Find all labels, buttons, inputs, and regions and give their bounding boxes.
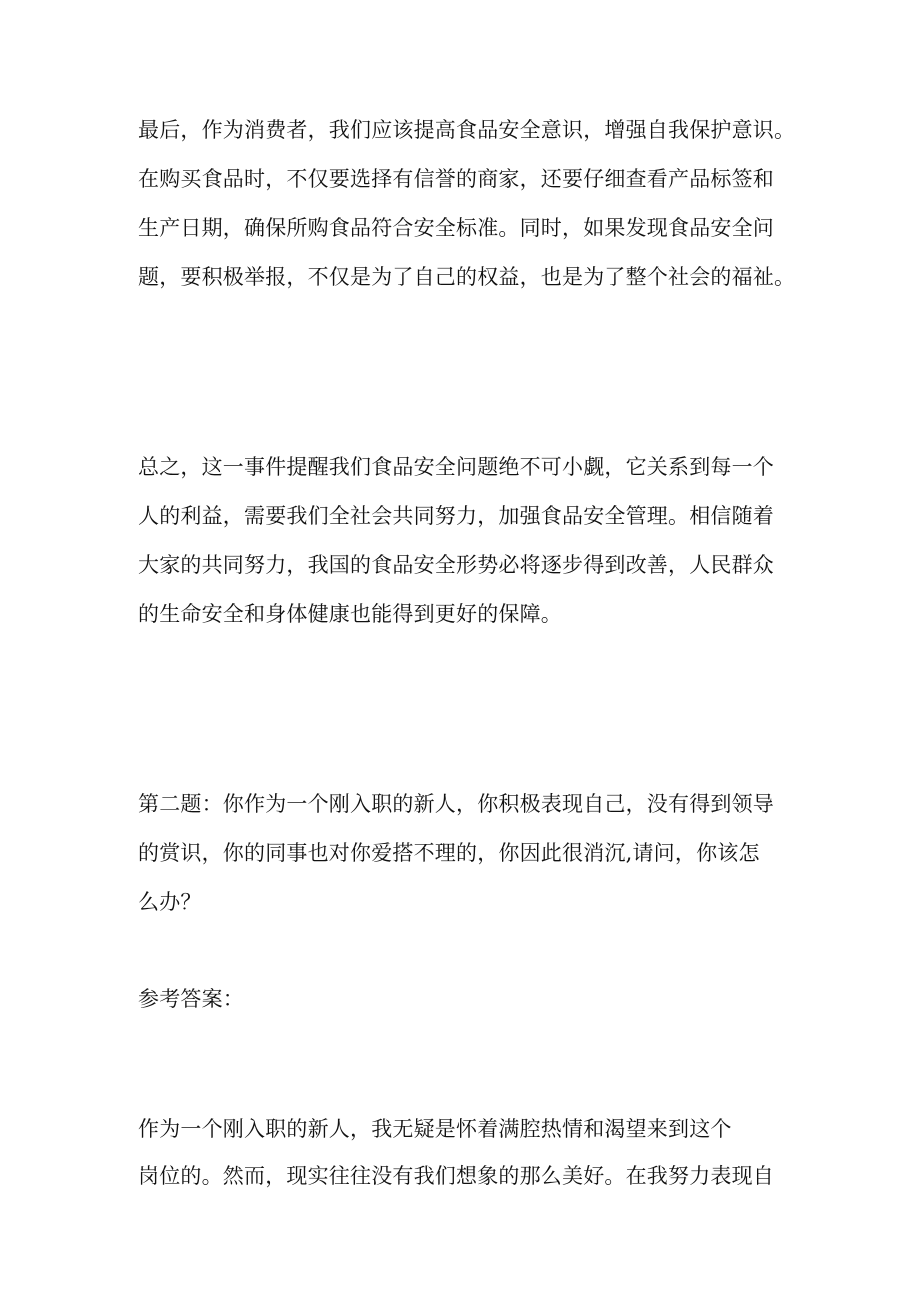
- paragraph-summary-line-2: 人的利益，需要我们全社会共同努力，加强食品安全管理。相信随着: [138, 504, 774, 528]
- answer-paragraph-line-2: 岗位的。然而，现实往往没有我们想象的那么美好。在我努力表现自: [138, 1164, 774, 1188]
- paragraph-consumer-line-1: 最后，作为消费者，我们应该提高食品安全意识，增强自我保护意识。: [138, 118, 796, 142]
- paragraph-consumer-line-4: 题，要积极举报，不仅是为了自己的权益，也是为了整个社会的福祉。: [138, 265, 796, 289]
- question-two-line-3: 么办？: [138, 890, 202, 914]
- answer-paragraph-line-1: 作为一个刚入职的新人，我无疑是怀着满腔热情和渴望来到这个: [138, 1117, 732, 1141]
- paragraph-summary-line-4: 的生命安全和身体健康也能得到更好的保障。: [138, 602, 562, 626]
- question-two-line-2: 的赏识，你的同事也对你爱搭不理的，你因此很消沉,请问，你该怎: [138, 841, 760, 865]
- paragraph-consumer-line-3: 生产日期，确保所购食品符合安全标准。同时，如果发现食品安全问: [138, 216, 774, 240]
- reference-answer-label: 参考答案：: [138, 987, 244, 1011]
- question-two-line-1: 第二题：你作为一个刚入职的新人，你积极表现自己，没有得到领导: [138, 792, 774, 816]
- paragraph-consumer-line-2: 在购买食品时，不仅要选择有信誉的商家，还要仔细查看产品标签和: [138, 167, 774, 191]
- paragraph-summary-line-1: 总之，这一事件提醒我们食品安全问题绝不可小觑，它关系到每一个: [138, 455, 774, 479]
- paragraph-summary-line-3: 大家的共同努力，我国的食品安全形势必将逐步得到改善，人民群众: [138, 553, 774, 577]
